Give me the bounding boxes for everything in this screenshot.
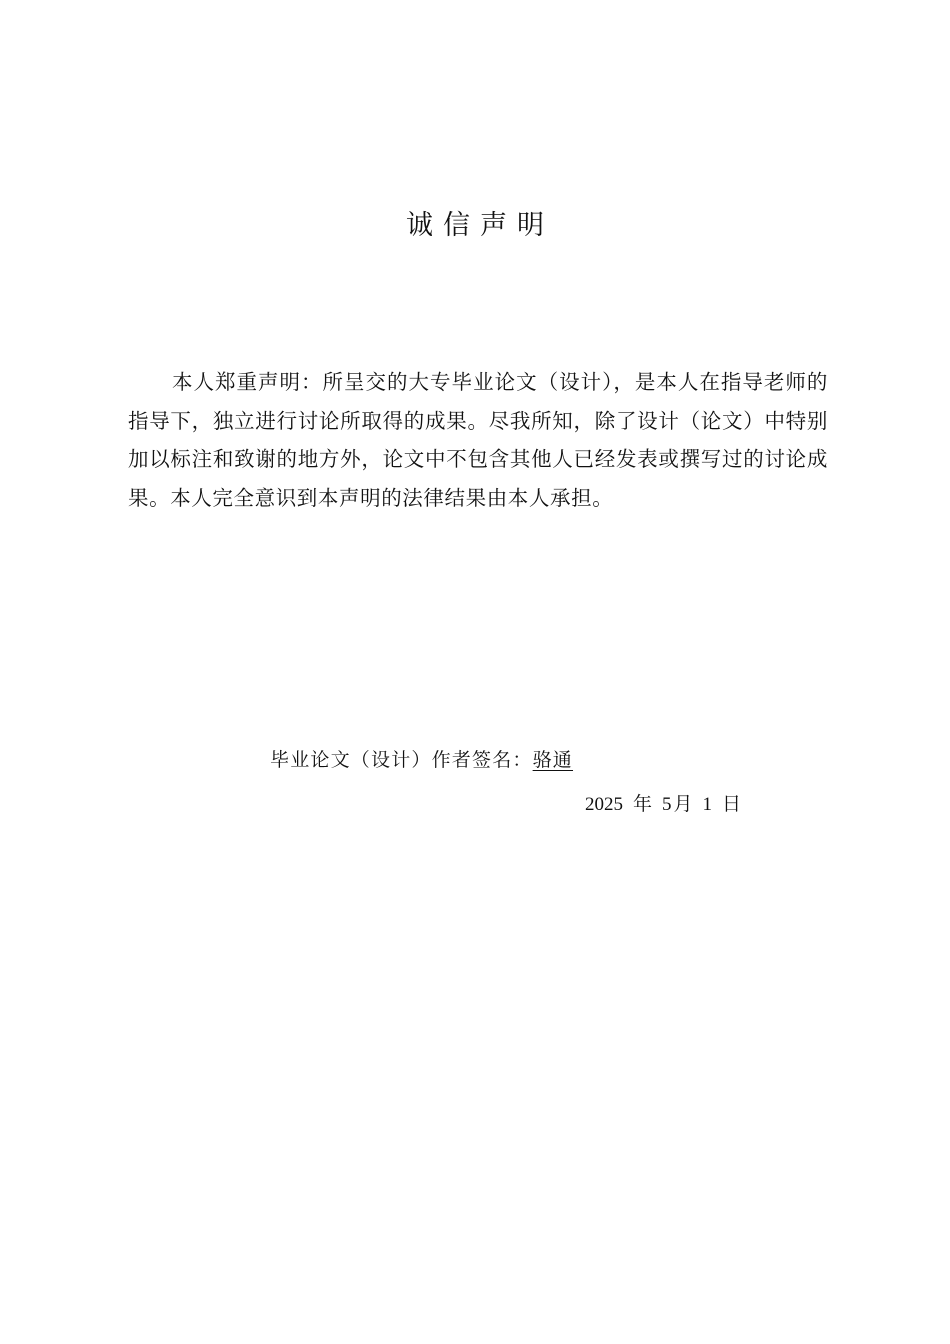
date-day-unit: 日 (722, 793, 742, 815)
date-year: 2025 (585, 794, 623, 815)
signature-line (270, 743, 573, 777)
date-day: 1 (702, 794, 713, 815)
signature-name: 骆通 (532, 749, 574, 771)
signature-label: 毕业论文（设计）作者签名： (270, 749, 533, 771)
page-title: 诚信声明 (406, 210, 554, 241)
date-line (585, 787, 741, 822)
date-year-unit: 年 (633, 793, 653, 815)
date-month-unit: 月 (673, 793, 693, 815)
date-month: 5 (662, 794, 672, 815)
declaration-paragraph: 本人郑重声明：所呈交的大专毕业论文（设计），是本人在指导老师的指导下，独立进行讨论所取得的成果。尽我所知，除了设计（论文）中特别加以标注和致谢的地方外，论文中不包含其他人已经发表或撰写过的讨论成果。本人完全意识到本声明的法律结果由本人承担。 (128, 370, 828, 510)
